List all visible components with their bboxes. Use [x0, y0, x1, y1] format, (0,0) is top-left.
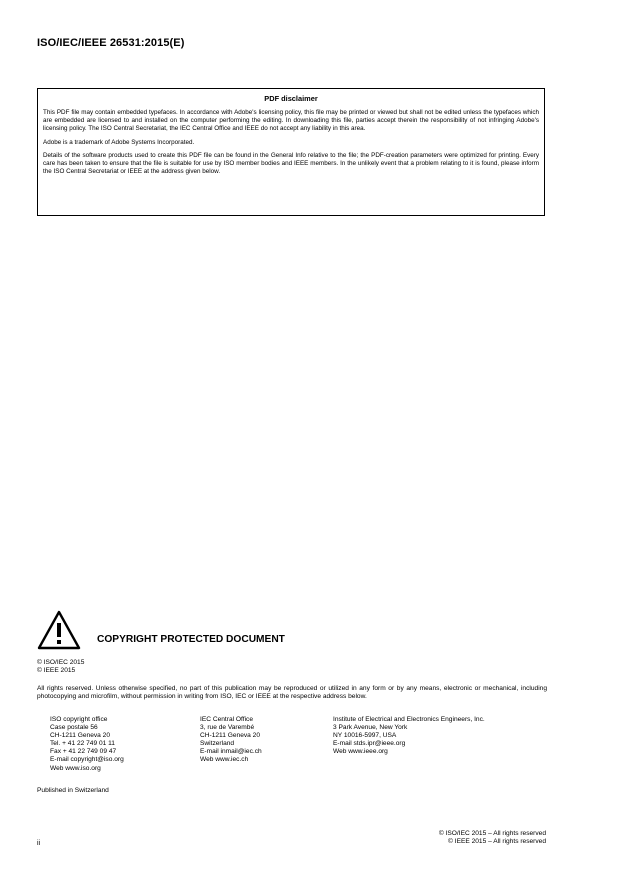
- address-line: IEC Central Office: [200, 716, 254, 723]
- address-line: Switzerland: [200, 740, 235, 748]
- footer-rights-line: © IEEE 2015 – All rights reserved: [448, 838, 546, 846]
- published-location: Published in Switzerland: [37, 787, 109, 794]
- address-line: E-mail stds.ipr@ieee.org: [333, 740, 406, 748]
- pdf-disclaimer-box: [37, 88, 545, 216]
- warning-icon: [37, 610, 81, 650]
- document-id: ISO/IEC/IEEE 26531:2015(E): [37, 37, 185, 49]
- copyright-line: © IEEE 2015: [37, 667, 76, 675]
- address-line: Web www.iec.ch: [200, 756, 249, 764]
- address-line: 3, rue de Varembé: [200, 724, 255, 732]
- address-line: Case postale 56: [50, 724, 98, 732]
- disclaimer-paragraph: Details of the software products used to create this PDF file can be found in the General Info relative to the file; the PDF-creation parameters were optimized for printing. Every care has been taken to ensure that the file is suitable for use by ISO member bodies and IEEE members. In the unlikely event that a problem relating to it is found, please inform the ISO Central Secretariat or IEEE at the address given below.: [43, 151, 539, 176]
- page-number: ii: [37, 840, 41, 847]
- address-line: Web www.ieee.org: [333, 748, 388, 756]
- footer-rights: [439, 830, 546, 846]
- copyright-notice: [37, 659, 84, 675]
- address-line: Web www.iso.org: [50, 764, 101, 772]
- address-line: Institute of Electrical and Electronics Engineers, Inc.: [333, 716, 485, 723]
- address-line: Tel. + 41 22 749 01 11: [50, 740, 115, 748]
- address-line: E-mail inmail@iec.ch: [200, 748, 262, 756]
- address-line: NY 10016-5997, USA: [333, 732, 397, 740]
- address-line: E-mail copyright@iso.org: [50, 756, 124, 764]
- disclaimer-paragraph: Adobe is a trademark of Adobe Systems Incorporated.: [43, 138, 195, 146]
- disclaimer-title: PDF disclaimer: [264, 94, 318, 103]
- iso-address: [50, 716, 124, 773]
- copyright-title: COPYRIGHT PROTECTED DOCUMENT: [97, 634, 285, 645]
- disclaimer-paragraph: This PDF file may contain embedded typefaces. In accordance with Adobe's licensing policy, this file may be printed or viewed but shall not be edited unless the typefaces which are embedded are licensed to and installed on the computer performing the editing. In downloading this file, parties accept therein the responsibility of not infringing Adobe's licensing policy. The ISO Central Secretariat, the IEC Central Office and IEEE do not accept any liability in this area.: [43, 109, 539, 133]
- address-line: ISO copyright office: [50, 716, 108, 723]
- address-line: Fax + 41 22 749 09 47: [50, 748, 117, 756]
- copyright-line: © ISO/IEC 2015: [37, 659, 85, 666]
- address-line: CH-1211 Geneva 20: [50, 732, 110, 740]
- address-line: CH-1211 Geneva 20: [200, 732, 260, 740]
- footer-rights-line: © ISO/IEC 2015 – All rights reserved: [438, 830, 546, 837]
- ieee-address: [333, 716, 485, 756]
- iec-address: [200, 716, 262, 765]
- address-line: 3 Park Avenue, New York: [333, 724, 408, 732]
- rights-statement: All rights reserved. Unless otherwise specified, no part of this publication may be reproduced or utilized in any form or by any means, electronic or mechanical, including photocopying and microfilm, without permission in writing from ISO, IEC or IEEE at the respective address below.: [37, 685, 547, 701]
